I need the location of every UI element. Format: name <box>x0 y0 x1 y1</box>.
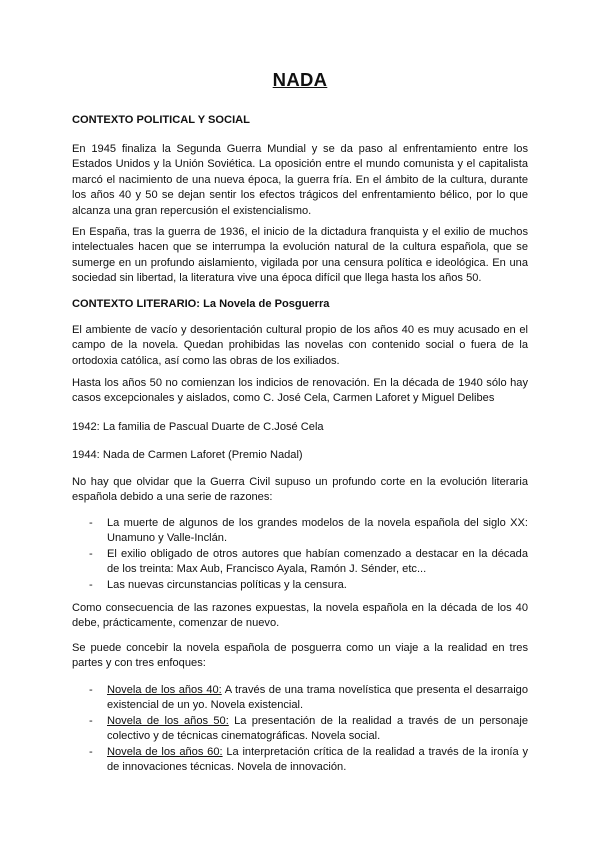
list-item: - El exilio obligado de otros autores que habían comenzado a destacar en la década de los treinta: Max Aub, Francisco Ayala, Ramón J. Sénder, etc... <box>72 547 528 578</box>
reasons-list <box>72 516 528 593</box>
paragraph-1942: 1942: La familia de Pascual Duarte de C.José Cela <box>72 421 324 433</box>
list-item: - La muerte de algunos de los grandes modelos de la novela española del siglo XX: Unamuno y Valle-Inclán. <box>72 516 528 547</box>
approach-label: Novela de los años 40: <box>107 684 222 696</box>
list-item <box>72 714 528 745</box>
paragraph-spain: En España, tras la guerra de 1936, el inicio de la dictadura franquista y el exilio de muchos intelectuales hacen que se interrumpa la evolución natural de la cultura española, que se sumerge en un profundo aislamiento, vigilada por una censura política e ideológica. En una sociedad sin libertad, la literatura vive una época difícil que llega hasta los años 50. <box>72 226 528 285</box>
paragraph-renovacion: Hasta los años 50 no comienzan los indicios de renovación. En la década de 1940 sólo hay casos excepcionales y aislados, como C. José Cela, Carmen Laforet y Miguel Delibes <box>72 377 528 405</box>
approach-label: Novela de los años 50: <box>107 714 229 727</box>
list-item: - Las nuevas circunstancias políticas y la censura. <box>72 578 528 593</box>
approach-text: La interpretación crítica de la realidad a través de la ironía y de innovaciones técnicas. Novela de innovación. <box>107 745 528 774</box>
approach-text: A través de una trama novelística que presenta el desarraigo existencial de un yo. Novela existencial. <box>107 684 528 712</box>
list-item <box>72 683 528 714</box>
section-heading-political: CONTEXTO POLITICAL Y SOCIAL <box>72 114 250 126</box>
approaches-list <box>72 683 528 775</box>
approach-text: La presentación de la realidad a través de un personaje colectivo y de técnicas cinematográficas. Novela social. <box>107 714 528 743</box>
paragraph-guerra-civil: No hay que olvidar que la Guerra Civil supuso un profundo corte en la evolución literaria española debido a una serie de razones: <box>72 476 528 504</box>
paragraph-1944: 1944: Nada de Carmen Laforet (Premio Nadal) <box>72 449 303 461</box>
approach-label: Novela de los años 60: <box>107 745 223 758</box>
paragraph-ambiente: El ambiente de vacío y desorientación cultural propio de los años 40 es muy acusado en el campo de la novela. Quedan prohibidas las novelas con contenido social o fuera de la ortodoxia católica, así como las obras de los exiliados. <box>72 324 528 367</box>
paragraph-consecuencia: Como consecuencia de las razones expuestas, la novela española en la década de los 40 debe, prácticamente, comenzar de nuevo. <box>72 602 528 630</box>
list-item <box>72 745 528 776</box>
section-heading-literary: CONTEXTO LITERARIO: La Novela de Posguerra <box>72 298 330 310</box>
paragraph-viaje: Se puede concebir la novela española de posguerra como un viaje a la realidad en tres partes y con tres enfoques: <box>72 642 528 670</box>
document-title: NADA <box>272 69 328 90</box>
paragraph-1945: En 1945 finaliza la Segunda Guerra Mundial y se da paso al enfrentamiento entre los Estados Unidos y la Unión Soviética. La oposición entre el mundo comunista y el capitalista marcó el nacimiento de una nueva época, la guerra fría. En el ámbito de la cultura, durante los años 40 y 50 se dejan sentir los efectos trágicos del enfrentamiento bélico, por lo que alcanza una gran repercusión el existencialismo. <box>72 143 528 217</box>
